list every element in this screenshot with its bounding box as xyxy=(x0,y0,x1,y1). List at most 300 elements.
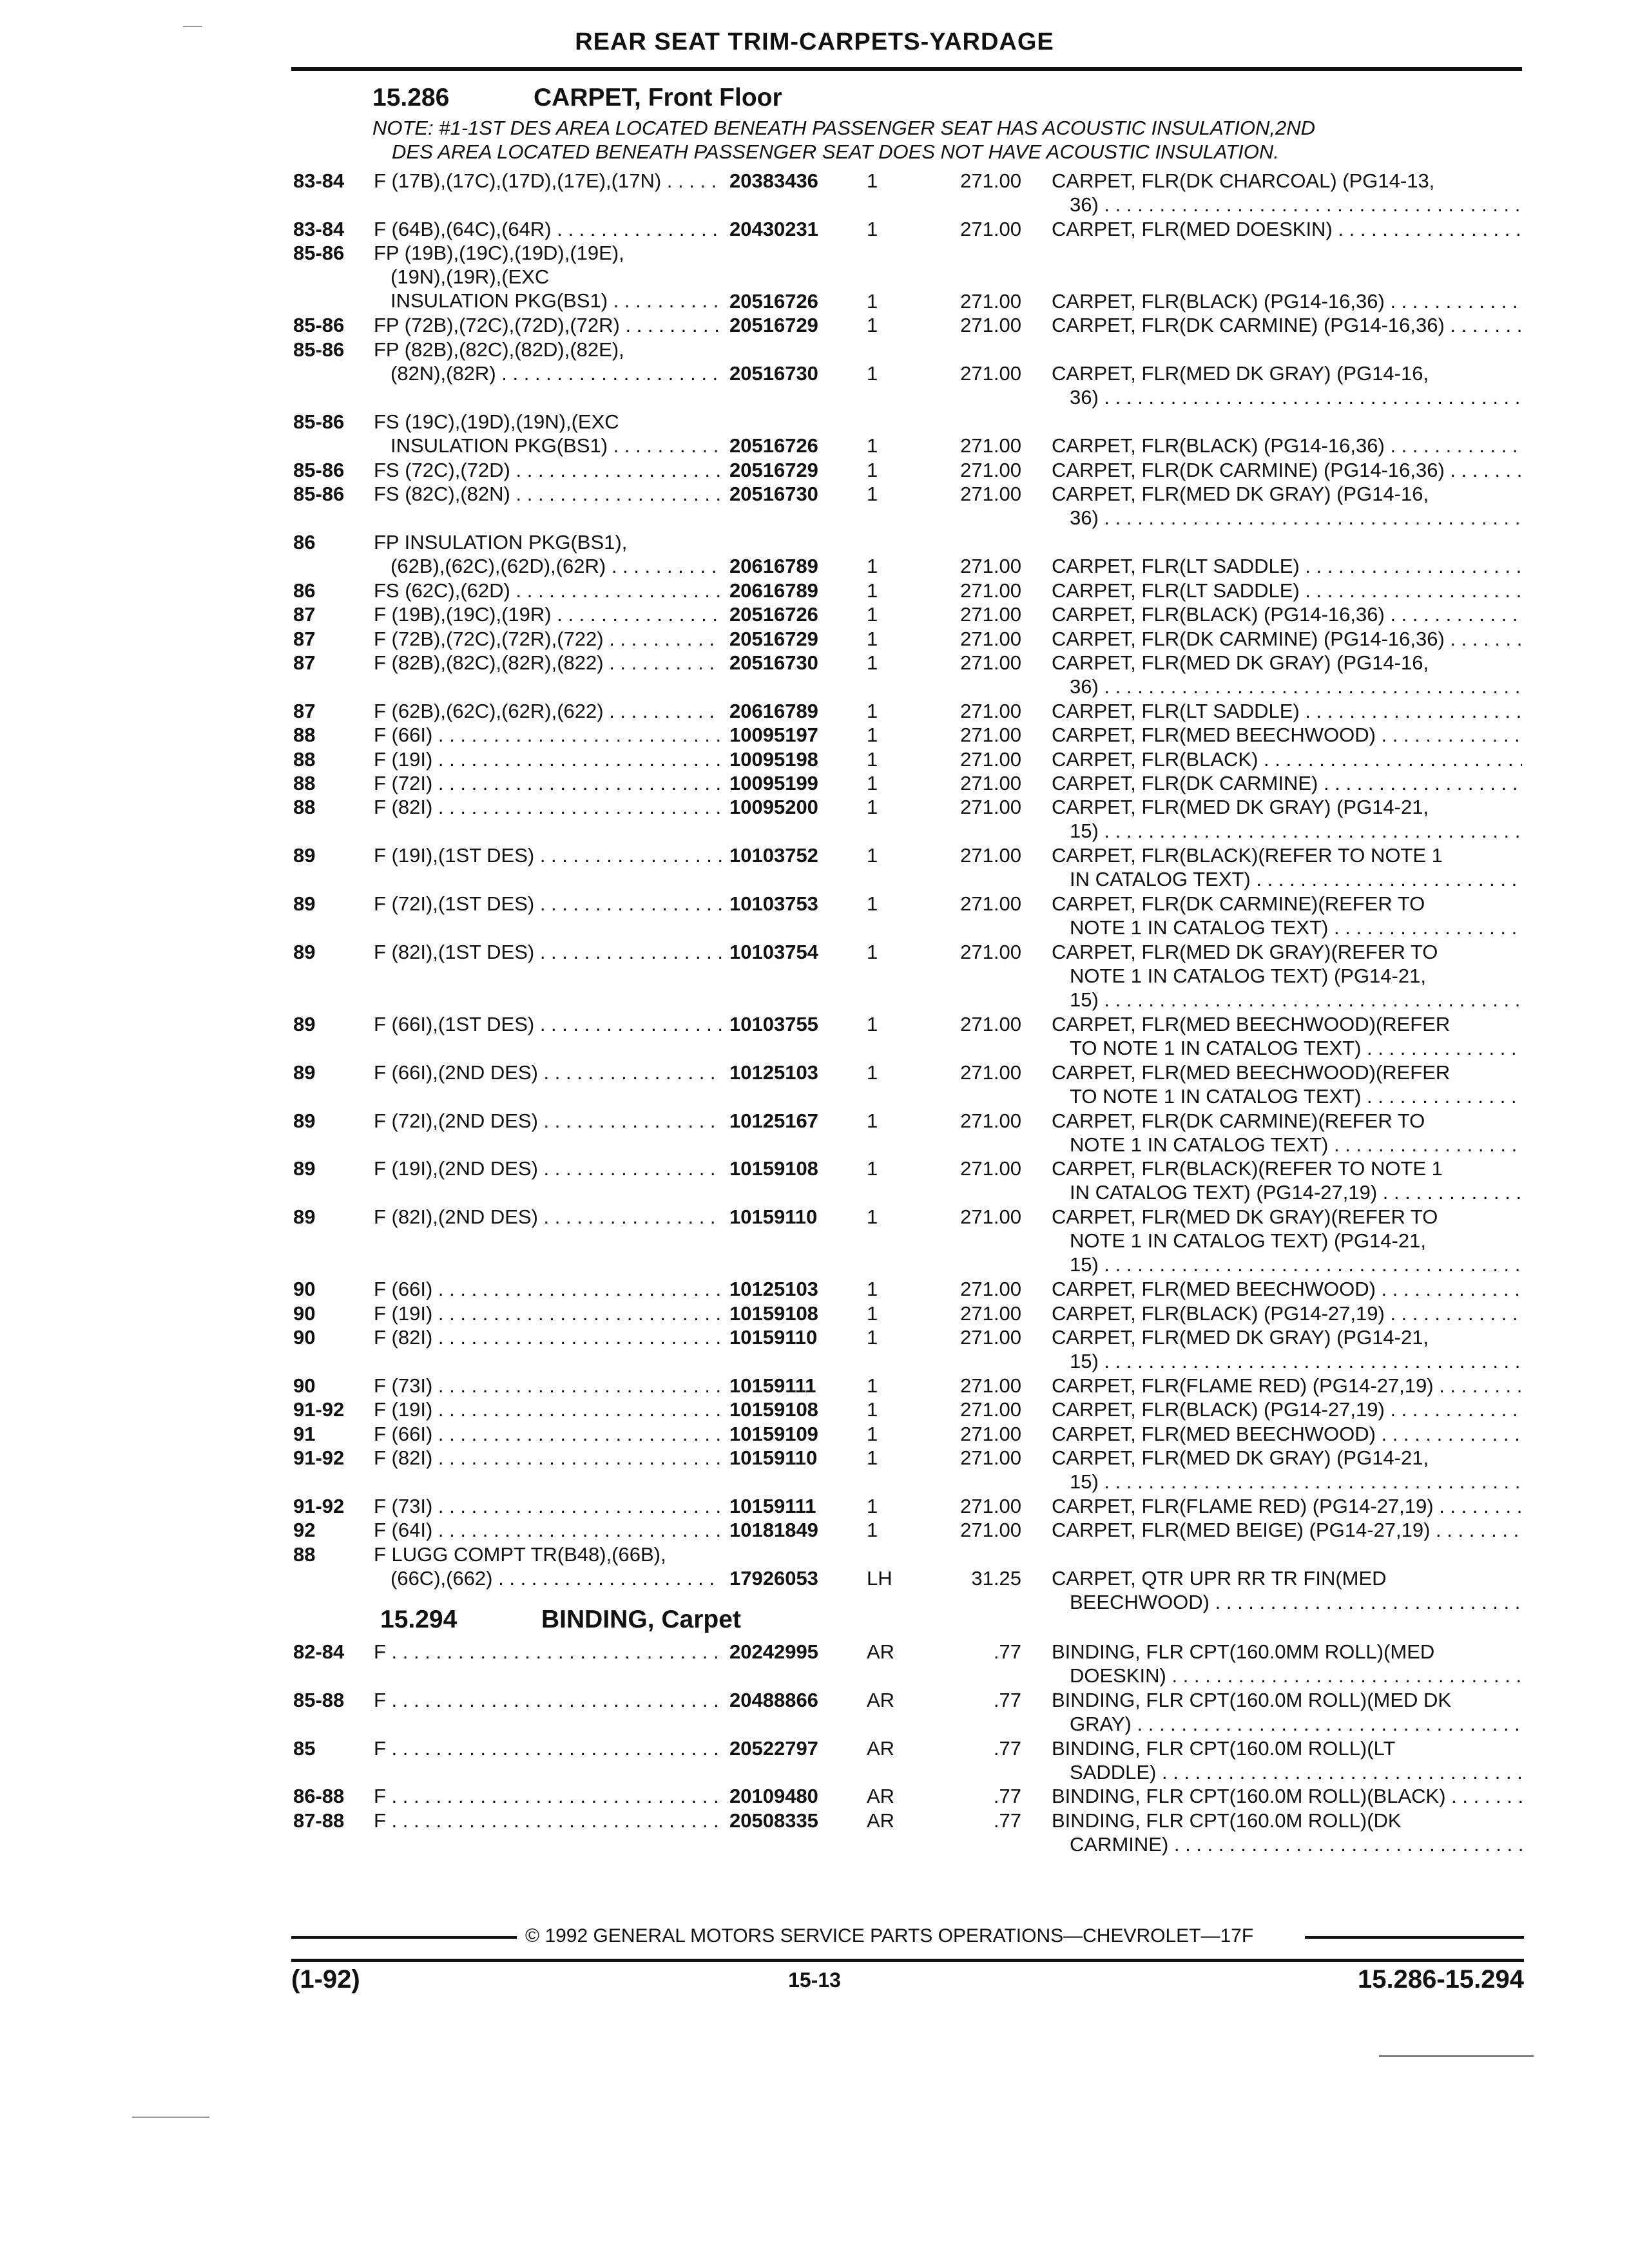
description-line: CARPET, FLR(MED DOESKIN) . . . xyxy=(1052,217,1522,241)
description xyxy=(1052,1012,1522,1060)
quantity: 1 xyxy=(867,747,878,771)
description-line: 36) . . . xyxy=(1052,193,1522,216)
part-number: 10159109 xyxy=(729,1422,818,1445)
quantity: 1 xyxy=(867,1109,878,1132)
quantity: 1 xyxy=(867,217,878,240)
price: 271.00 xyxy=(960,1326,1021,1349)
description xyxy=(1052,1157,1522,1204)
description xyxy=(1052,313,1522,337)
section-note xyxy=(372,116,1532,164)
footer-rule xyxy=(291,1936,517,1939)
quantity: 1 xyxy=(867,603,878,626)
description-line: CARPET, FLR(DK CARMINE)(REFER TO xyxy=(1052,892,1425,915)
application xyxy=(374,1809,722,1832)
price: 271.00 xyxy=(960,651,1021,674)
application xyxy=(374,1542,722,1590)
price: 271.00 xyxy=(960,772,1021,794)
quantity: 1 xyxy=(867,1302,878,1325)
part-number: 10103752 xyxy=(729,844,818,867)
application-line: F (64I) . . . xyxy=(374,1518,722,1542)
price: 271.00 xyxy=(960,699,1021,722)
application xyxy=(374,1446,722,1470)
quantity: AR xyxy=(867,1785,895,1808)
description xyxy=(1052,434,1522,457)
part-number: 20383436 xyxy=(729,169,818,192)
quantity: 1 xyxy=(867,579,878,602)
quantity: 1 xyxy=(867,458,878,481)
application-line: F (64B),(64C),(64R) . . . xyxy=(374,217,722,241)
description-line: 36) . . . xyxy=(1052,675,1522,698)
part-number: 20616789 xyxy=(729,579,818,602)
model-year: 89 xyxy=(293,1206,316,1229)
part-number: 10125103 xyxy=(729,1061,818,1084)
application-line: F . . . xyxy=(374,1736,722,1760)
part-number: 20488866 xyxy=(729,1688,818,1711)
description xyxy=(1052,771,1522,795)
description-line: CARPET, FLR(MED BEECHWOOD) . . . xyxy=(1052,723,1522,747)
application xyxy=(374,579,722,602)
model-year: 87-88 xyxy=(293,1809,345,1832)
application-line: F (82I) . . . xyxy=(374,1446,722,1470)
model-year: 85-86 xyxy=(293,314,345,337)
application xyxy=(374,771,722,795)
description xyxy=(1052,1784,1522,1808)
description-line: CARPET, FLR(FLAME RED) (PG14-27,19) . . . xyxy=(1052,1494,1522,1518)
model-year: 85-86 xyxy=(293,242,345,265)
description-line: TO NOTE 1 IN CATALOG TEXT) . . . xyxy=(1052,1084,1522,1108)
model-year: 87 xyxy=(293,603,316,626)
part-number: 10095198 xyxy=(729,747,818,771)
price: 271.00 xyxy=(960,747,1021,771)
price: 271.00 xyxy=(960,603,1021,626)
description xyxy=(1052,1809,1522,1856)
part-number: 10095199 xyxy=(729,772,818,794)
quantity: 1 xyxy=(867,940,878,963)
application xyxy=(374,482,722,506)
description xyxy=(1052,1422,1522,1446)
price: 271.00 xyxy=(960,844,1021,867)
part-number: 17926053 xyxy=(729,1567,818,1590)
price: 271.00 xyxy=(960,1495,1021,1517)
description-line: CARPET, FLR(MED BEECHWOOD)(REFER xyxy=(1052,1061,1451,1084)
price: 271.00 xyxy=(960,289,1021,312)
description-line: 15) . . . xyxy=(1052,1470,1522,1494)
description xyxy=(1052,1061,1522,1108)
part-number: 20508335 xyxy=(729,1809,818,1832)
price: 271.00 xyxy=(960,940,1021,963)
price: 271.00 xyxy=(960,627,1021,650)
model-year: 91-92 xyxy=(293,1398,345,1421)
quantity: 1 xyxy=(867,362,878,385)
quantity: 1 xyxy=(867,724,878,747)
application xyxy=(374,410,722,457)
part-number: 20516729 xyxy=(729,458,818,481)
section-heading xyxy=(380,1606,741,1634)
application-line: (62B),(62C),(62D),(62R) . . . xyxy=(374,554,722,578)
description-line: BINDING, FLR CPT(160.0M ROLL)(BLACK) . . . xyxy=(1052,1784,1522,1808)
description xyxy=(1052,361,1522,409)
application-line: F (62B),(62C),(62R),(622) . . . xyxy=(374,699,722,723)
model-year: 85-86 xyxy=(293,483,345,506)
part-number: 10159111 xyxy=(729,1374,816,1397)
quantity: 1 xyxy=(867,314,878,337)
quantity: 1 xyxy=(867,1157,878,1180)
part-number: 10125167 xyxy=(729,1109,818,1132)
application xyxy=(374,458,722,482)
note-line: DES AREA LOCATED BENEATH PASSENGER SEAT DOES NOT HAVE ACOUSTIC INSULATION. xyxy=(392,140,1279,163)
application xyxy=(374,602,722,626)
application xyxy=(374,241,722,312)
application-line: F (82B),(82C),(82R),(822) . . . xyxy=(374,651,722,675)
application-line: FS (19C),(19D),(19N),(EXC xyxy=(374,410,619,433)
model-year: 86 xyxy=(293,531,316,553)
model-year: 86-88 xyxy=(293,1785,345,1808)
description-line: CARPET, FLR(MED DK GRAY) (PG14-16, xyxy=(1052,362,1429,385)
model-year: 89 xyxy=(293,892,316,915)
page-title: REAR SEAT TRIM-CARPETS-YARDAGE xyxy=(575,28,1054,55)
application-line: F (72B),(72C),(72R),(722) . . . xyxy=(374,627,722,651)
application xyxy=(374,1374,722,1398)
part-number: 10095197 xyxy=(729,724,818,747)
description-line: CARPET, FLR(MED DK GRAY) (PG14-21, xyxy=(1052,1446,1429,1470)
application-line: F (66I) . . . xyxy=(374,1277,722,1301)
quantity: 1 xyxy=(867,1374,878,1397)
description-line: IN CATALOG TEXT) . . . xyxy=(1052,867,1522,891)
price: 271.00 xyxy=(960,1157,1021,1180)
part-number: 20516730 xyxy=(729,651,818,674)
model-year: 85 xyxy=(293,1736,316,1760)
description-line: CARPET, FLR(DK CARMINE) (PG14-16,36) . . . xyxy=(1052,458,1522,482)
price: .77 xyxy=(993,1785,1021,1808)
model-year: 83-84 xyxy=(293,169,345,192)
application-line: FS (72C),(72D) . . . xyxy=(374,458,722,482)
quantity: 1 xyxy=(867,1446,878,1470)
description-line: CARPET, FLR(BLACK)(REFER TO NOTE 1 xyxy=(1052,844,1443,867)
description xyxy=(1052,1374,1522,1398)
scan-speck xyxy=(1379,2055,1534,2057)
part-number: 10159108 xyxy=(729,1398,818,1421)
price: .77 xyxy=(993,1688,1021,1711)
description-line: 36) . . . xyxy=(1052,506,1522,530)
description-line: CARPET, FLR(BLACK) (PG14-27,19) . . . xyxy=(1052,1302,1522,1325)
description-line: TO NOTE 1 IN CATALOG TEXT) . . . xyxy=(1052,1036,1522,1060)
description-line: CARPET, FLR(MED BEECHWOOD) . . . xyxy=(1052,1277,1522,1301)
description-line: NOTE 1 IN CATALOG TEXT) . . . xyxy=(1052,1133,1522,1157)
description-line: CARPET, QTR UPR RR TR FIN(MED xyxy=(1052,1567,1387,1590)
part-number: 20516730 xyxy=(729,483,818,506)
description xyxy=(1052,1688,1522,1736)
application-line: INSULATION PKG(BS1) . . . xyxy=(374,289,722,312)
price: 271.00 xyxy=(960,1013,1021,1035)
part-number: 10159108 xyxy=(729,1157,818,1180)
footer-page-number: 15-13 xyxy=(788,1968,841,1992)
price: 271.00 xyxy=(960,362,1021,385)
quantity: 1 xyxy=(867,1422,878,1445)
part-number: 10159110 xyxy=(729,1326,818,1349)
model-year: 89 xyxy=(293,1109,316,1132)
description-line: BEECHWOOD) . . . xyxy=(1052,1590,1522,1614)
model-year: 85-86 xyxy=(293,458,345,481)
price: 271.00 xyxy=(960,483,1021,506)
description-line: DOESKIN) . . . xyxy=(1052,1664,1522,1687)
model-year: 90 xyxy=(293,1302,316,1325)
scan-speck xyxy=(132,2117,209,2118)
footer-rule xyxy=(291,1959,1524,1962)
model-year: 85-88 xyxy=(293,1688,345,1711)
model-year: 89 xyxy=(293,844,316,867)
quantity: 1 xyxy=(867,1206,878,1229)
description-line: CARPET, FLR(DK CARMINE) . . . xyxy=(1052,771,1522,795)
description-line: CARPET, FLR(LT SADDLE) . . . xyxy=(1052,699,1522,723)
part-number: 20109480 xyxy=(729,1785,818,1808)
description xyxy=(1052,795,1522,843)
application xyxy=(374,1688,722,1712)
quantity: 1 xyxy=(867,1061,878,1084)
application-line: F LUGG COMPT TR(B48),(66B), xyxy=(374,1542,666,1566)
description xyxy=(1052,1205,1522,1276)
model-year: 87 xyxy=(293,699,316,722)
header-rule xyxy=(291,67,1522,71)
quantity: 1 xyxy=(867,844,878,867)
quantity: 1 xyxy=(867,1278,878,1301)
description-line: CARPET, FLR(BLACK) (PG14-27,19) . . . xyxy=(1052,1398,1522,1421)
model-year: 85-86 xyxy=(293,338,345,361)
application xyxy=(374,1736,722,1760)
description-line: BINDING, FLR CPT(160.0MM ROLL)(MED xyxy=(1052,1640,1435,1663)
description-line: CARPET, FLR(MED BEIGE) (PG14-27,19) . . . xyxy=(1052,1518,1522,1542)
description-line: CARPET, FLR(MED DK GRAY) (PG14-16, xyxy=(1052,651,1429,674)
application-line: F . . . xyxy=(374,1640,722,1664)
price: 271.00 xyxy=(960,314,1021,337)
description-line: CARPET, FLR(BLACK)(REFER TO NOTE 1 xyxy=(1052,1157,1443,1180)
quantity: 1 xyxy=(867,434,878,457)
application-line: F . . . xyxy=(374,1688,722,1712)
description-line: CARPET, FLR(BLACK) (PG14-16,36) . . . xyxy=(1052,602,1522,626)
model-year: 89 xyxy=(293,940,316,963)
application-line: (82N),(82R) . . . xyxy=(374,361,722,385)
part-number: 10103754 xyxy=(729,940,818,963)
part-number: 10159111 xyxy=(729,1495,816,1517)
quantity: 1 xyxy=(867,892,878,915)
quantity: 1 xyxy=(867,169,878,192)
model-year: 88 xyxy=(293,747,316,771)
section-title: CARPET, Front Floor xyxy=(534,84,782,111)
model-year: 91-92 xyxy=(293,1495,345,1517)
section-title: BINDING, Carpet xyxy=(541,1606,741,1633)
price: 271.00 xyxy=(960,1206,1021,1229)
description xyxy=(1052,723,1522,747)
part-number: 20516730 xyxy=(729,362,818,385)
part-number: 20522797 xyxy=(729,1736,818,1760)
part-number: 20242995 xyxy=(729,1640,818,1663)
description xyxy=(1052,747,1522,771)
application-line: F (82I) . . . xyxy=(374,795,722,819)
price: 271.00 xyxy=(960,724,1021,747)
application xyxy=(374,1205,722,1229)
description xyxy=(1052,843,1522,891)
quantity: AR xyxy=(867,1736,895,1760)
application-line: F (72I),(2ND DES) . . . xyxy=(374,1109,722,1133)
application-line: F (19I) . . . xyxy=(374,1302,722,1325)
description xyxy=(1052,699,1522,723)
application xyxy=(374,1302,722,1325)
description xyxy=(1052,579,1522,602)
description-line: 15) . . . xyxy=(1052,819,1522,843)
part-number: 10125103 xyxy=(729,1278,818,1301)
application-line: F (82I),(2ND DES) . . . xyxy=(374,1205,722,1229)
description xyxy=(1052,1494,1522,1518)
application-line: FS (62C),(62D) . . . xyxy=(374,579,722,602)
description-line: CARPET, FLR(BLACK) . . . xyxy=(1052,747,1522,771)
description-line: CARPET, FLR(BLACK) (PG14-16,36) . . . xyxy=(1052,434,1522,457)
price: .77 xyxy=(993,1736,1021,1760)
description-line: 15) . . . xyxy=(1052,1349,1522,1373)
description-line: BINDING, FLR CPT(160.0M ROLL)(MED DK xyxy=(1052,1688,1452,1711)
description-line: GRAY) . . . xyxy=(1052,1712,1522,1736)
part-number: 20516726 xyxy=(729,434,818,457)
part-number: 10159108 xyxy=(729,1302,818,1325)
application-line: FS (82C),(82N) . . . xyxy=(374,482,722,506)
model-year: 88 xyxy=(293,796,316,819)
application xyxy=(374,892,722,916)
description-line: 15) . . . xyxy=(1052,1253,1522,1276)
application xyxy=(374,723,722,747)
section-number: 15.294 xyxy=(380,1606,458,1633)
application-line: F (66I),(1ST DES) . . . xyxy=(374,1012,722,1036)
description xyxy=(1052,169,1522,216)
description-line: NOTE 1 IN CATALOG TEXT) (PG14-21, xyxy=(1070,964,1426,987)
description-line: CARPET, FLR(MED DK GRAY) (PG14-21, xyxy=(1052,1326,1429,1349)
part-number: 20516726 xyxy=(729,289,818,312)
part-number: 10181849 xyxy=(729,1519,818,1542)
description-line: CARPET, FLR(MED DK GRAY)(REFER TO xyxy=(1052,940,1438,963)
part-number: 10095200 xyxy=(729,796,818,819)
application xyxy=(374,651,722,675)
part-number: 10159110 xyxy=(729,1446,818,1470)
application-line: F (19I) . . . xyxy=(374,1398,722,1421)
price: 271.00 xyxy=(960,892,1021,915)
application-line: (19N),(19R),(EXC xyxy=(390,265,550,289)
model-year: 83-84 xyxy=(293,217,345,240)
quantity: LH xyxy=(867,1567,892,1590)
quantity: 1 xyxy=(867,1495,878,1517)
application-line: F . . . xyxy=(374,1809,722,1832)
description-line: CARPET, FLR(DK CHARCOAL) (PG14-13, xyxy=(1052,169,1435,192)
model-year: 82-84 xyxy=(293,1640,345,1663)
application xyxy=(374,940,722,964)
price: .77 xyxy=(993,1640,1021,1663)
part-number: 20516729 xyxy=(729,314,818,337)
footer-revision: (1-92) xyxy=(291,1965,360,1994)
description xyxy=(1052,1277,1522,1301)
application-line: F (82I) . . . xyxy=(374,1325,722,1349)
application-line: (66C),(662) . . . xyxy=(374,1566,722,1590)
description-line: NOTE 1 IN CATALOG TEXT) (PG14-21, xyxy=(1070,1229,1426,1253)
footer-section-range: 15.286-15.294 xyxy=(1357,1965,1524,1994)
price: 271.00 xyxy=(960,434,1021,457)
application xyxy=(374,699,722,723)
quantity: 1 xyxy=(867,772,878,794)
price: 271.00 xyxy=(960,1109,1021,1132)
price: 271.00 xyxy=(960,1422,1021,1445)
quantity: 1 xyxy=(867,1519,878,1542)
description-line: CARPET, FLR(DK CARMINE) (PG14-16,36) . . . xyxy=(1052,313,1522,337)
description-line: CARPET, FLR(MED BEECHWOOD) . . . xyxy=(1052,1422,1522,1446)
model-year: 90 xyxy=(293,1278,316,1301)
application xyxy=(374,338,722,385)
application-line: F . . . xyxy=(374,1784,722,1808)
section-heading xyxy=(372,84,782,112)
description-line: CARPET, FLR(DK CARMINE)(REFER TO xyxy=(1052,1109,1425,1132)
price: 271.00 xyxy=(960,217,1021,240)
application-line: F (73I) . . . xyxy=(374,1374,722,1398)
part-number: 10159110 xyxy=(729,1206,818,1229)
price: 271.00 xyxy=(960,1061,1021,1084)
model-year: 92 xyxy=(293,1519,316,1542)
application xyxy=(374,217,722,241)
application xyxy=(374,1277,722,1301)
part-number: 20616789 xyxy=(729,699,818,722)
application-line: INSULATION PKG(BS1) . . . xyxy=(374,434,722,457)
application-line: F (73I) . . . xyxy=(374,1494,722,1518)
application xyxy=(374,1012,722,1036)
price: 271.00 xyxy=(960,458,1021,481)
description xyxy=(1052,482,1522,530)
quantity: 1 xyxy=(867,1013,878,1035)
application xyxy=(374,1640,722,1664)
description-line: CARPET, FLR(MED DK GRAY) (PG14-21, xyxy=(1052,796,1429,819)
price: 271.00 xyxy=(960,169,1021,192)
application-line: F (72I) . . . xyxy=(374,771,722,795)
price: 271.00 xyxy=(960,1446,1021,1470)
application xyxy=(374,169,722,193)
model-year: 89 xyxy=(293,1061,316,1084)
description xyxy=(1052,554,1522,578)
application xyxy=(374,1398,722,1421)
quantity: 1 xyxy=(867,651,878,674)
application-line: F (19I),(1ST DES) . . . xyxy=(374,843,722,867)
model-year: 88 xyxy=(293,724,316,747)
description-line: SADDLE) . . . xyxy=(1052,1760,1522,1784)
description xyxy=(1052,1640,1522,1687)
description-line: CARPET, FLR(MED DK GRAY)(REFER TO xyxy=(1052,1206,1438,1229)
description-line: CARPET, FLR(FLAME RED) (PG14-27,19) . . . xyxy=(1052,1374,1522,1398)
part-number: 10103753 xyxy=(729,892,818,915)
price: 271.00 xyxy=(960,1302,1021,1325)
description xyxy=(1052,458,1522,482)
application xyxy=(374,530,722,578)
quantity: 1 xyxy=(867,483,878,506)
application xyxy=(374,1325,722,1349)
model-year: 88 xyxy=(293,1542,316,1566)
application xyxy=(374,843,722,867)
description xyxy=(1052,1109,1522,1157)
scan-speck xyxy=(183,26,202,27)
application xyxy=(374,1109,722,1133)
application xyxy=(374,1061,722,1084)
description-line: CARMINE) . . . xyxy=(1052,1832,1522,1856)
price: 271.00 xyxy=(960,579,1021,602)
description xyxy=(1052,602,1522,626)
application xyxy=(374,1518,722,1542)
description xyxy=(1052,940,1522,1012)
part-number: 10103755 xyxy=(729,1013,818,1035)
description-line: 15) . . . xyxy=(1052,988,1522,1012)
application xyxy=(374,795,722,819)
description xyxy=(1052,1302,1522,1325)
model-year: 87 xyxy=(293,627,316,650)
quantity: AR xyxy=(867,1809,895,1832)
